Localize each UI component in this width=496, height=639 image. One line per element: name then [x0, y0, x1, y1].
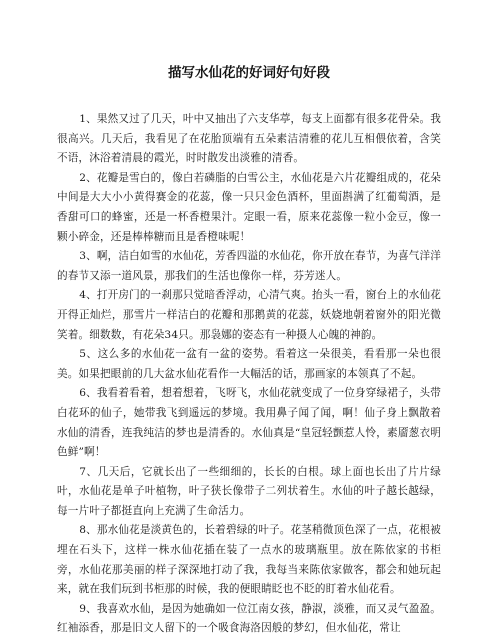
paragraph: 9、我喜欢水仙，是因为她确如一位江南女孩，静淑，淡雅，而又灵气盈盈。红袖添香，那是旧文人留下的一个吸食海洛因般的梦幻，但水仙花，常让 [57, 602, 441, 635]
paragraph: 5、这么多的水仙花一盆有一盆的姿势。看着这一朵很美，看看那一朵也很美。如果把眼前的几大盆水仙花看作一大幅活的话，那画家的本领真了不起。 [57, 348, 441, 380]
paragraph: 8、那水仙花是淡黄色的，长着碧绿的叶子。花茎稍微顶色深了一点，花根被埋在石头下，这样一株水仙花插在装了一点水的玻璃瓶里。放在陈依家的书柜旁，水仙花那美丽的样子深深地打动了我，我每当来陈依家做客，都会和她玩起来，就在我们玩到书柜那的时候，我的便眼睛眨也不眨的盯着水仙花看。 [57, 524, 441, 596]
paragraph: 1、果然又过了几天，叶中又抽出了六支华葶，每支上面都有很多花骨朵。我很高兴。几天后，我看见了在花胎顶端有五朵素洁清雅的花儿互相偎依着，含笑不语，沐浴着清晨的霞光，时时散发出淡雅的清香。 [57, 113, 441, 165]
paragraph: 7、几天后，它就长出了一些细细的，长长的白根。球上面也长出了片片绿叶，水仙花是单子叶植物，叶子狭长像带子二列状着生。水仙的叶子越长越绿，每一片叶子都挺直向上充满了生命活力。 [57, 465, 441, 517]
paragraph: 3、啊，洁白如雪的水仙花，芳香四溢的水仙花，你开放在春节，为喜气洋洋的春节又添一道风景，那我们的生活也像你一样，芬芳迷人。 [57, 250, 441, 282]
paragraph: 6、我看着看着，想着想着，飞呀飞，水仙花就变成了一位身穿绿裙子，头带白花环的仙子，她带我飞到遥远的梦境。我用鼻子闻了闻，啊！仙子身上飘散着水仙的清香，连我纯洁的梦也是清香的。水仙真是“皇冠轻颤惹人怜，素靥葱衣明色鲜”啊！ [57, 387, 441, 459]
paragraph: 4、打开房门的一刹那只觉暗香浮动，心清气爽。抬头一看，窗台上的水仙花开得正灿烂，那雪片一样洁白的花瓣和那鹅黄的花蕊，妖娆地朝着窗外的阳光微笑着。细数数，有花朵34只。那袅娜的姿态有一种摄人心魄的神韵。 [57, 289, 441, 341]
document-title: 描写水仙花的好词好句好段 [168, 65, 330, 81]
paragraph: 2、花瓣是雪白的，像白若磷脂的白雪公主，水仙花是六片花瓣组成的，花朵中间是大大小小黄得赛金的花蕊，像一只只金色酒杯，里面斟满了红葡萄酒，是香甜可口的蜂蜜，还是一杯香橙果汁。定眼一看，原来花蕊像一粒小金豆，像一颗小碎金，还是棒棒糖而且是香橙味呢！ [57, 171, 441, 243]
